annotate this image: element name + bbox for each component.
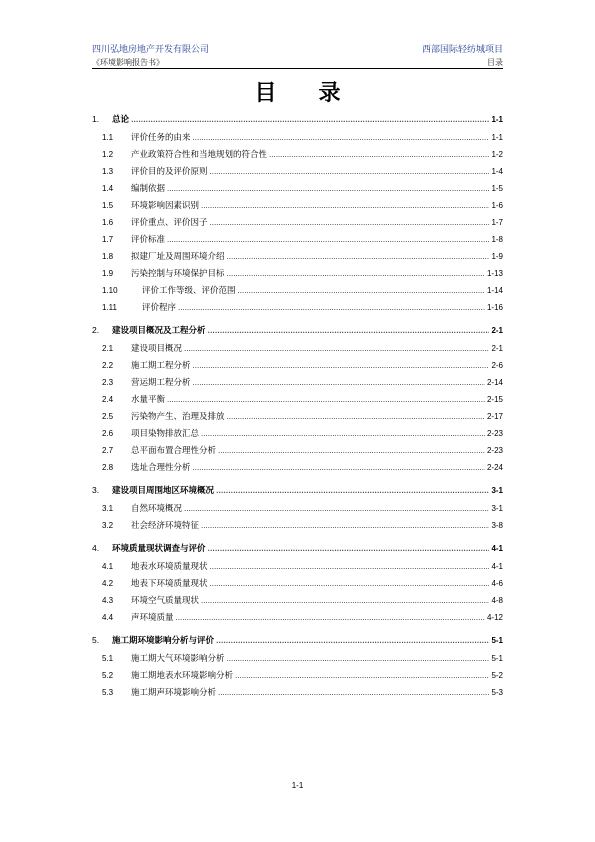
toc-chapter-entry[interactable] (92, 634, 503, 652)
toc-dot-leader (238, 286, 485, 296)
header-row-bottom (92, 57, 503, 68)
toc-entry-title: 产业政策符合性和当地规划的符合性 (131, 150, 268, 160)
toc-section-entry[interactable] (92, 410, 503, 427)
toc-chapter-entry[interactable] (92, 542, 503, 560)
toc-entry-page: 1-16 (486, 303, 503, 312)
header-section: 目录 (487, 58, 503, 67)
toc-entry-page: 2-23 (486, 446, 503, 455)
toc-dot-leader (184, 344, 489, 354)
toc-entry-number: 1.4 (102, 184, 114, 193)
header-project: 西部国际轻纺城项目 (421, 45, 503, 55)
toc-entry-title: 地表水环境质量现状 (131, 562, 208, 572)
toc-section-entry[interactable] (92, 216, 503, 233)
toc-dot-leader (178, 303, 485, 313)
page-header (92, 42, 503, 69)
toc-chapter-entry[interactable] (92, 484, 503, 502)
toc-entry-page: 1-4 (491, 167, 503, 176)
toc-entry-number: 5.2 (102, 671, 114, 680)
toc-dot-leader (216, 486, 489, 496)
toc-entry-title: 施工期声环境影响分析 (131, 688, 217, 698)
header-row-top (92, 42, 503, 55)
toc-entry-title: 评价程序 (142, 303, 177, 313)
toc-section-entry[interactable] (92, 148, 503, 165)
toc-entry-title: 选址合理性分析 (131, 463, 191, 473)
toc-entry-number: 1.11 (102, 303, 117, 312)
toc-entry-page: 2-24 (486, 463, 503, 472)
toc-entry-number: 1.7 (102, 235, 114, 244)
toc-section-entry[interactable] (92, 284, 503, 301)
toc-entry-page: 4-12 (486, 613, 503, 622)
toc-entry-page: 2-23 (486, 429, 503, 438)
toc-entry-page: 4-8 (491, 596, 503, 605)
toc-entry-page: 2-1 (491, 326, 503, 335)
toc-entry-number: 5.3 (102, 688, 114, 697)
toc-section-entry[interactable] (92, 502, 503, 519)
toc-section-entry[interactable] (92, 342, 503, 359)
toc-entry-page: 1-8 (491, 235, 503, 244)
toc-section-entry[interactable] (92, 359, 503, 376)
toc-entry-number: 3.1 (102, 504, 114, 513)
toc-entry-page: 4-1 (491, 544, 503, 553)
toc-entry-title: 地表下环境质量现状 (131, 579, 208, 589)
toc-entry-page: 1-5 (491, 184, 503, 193)
toc-entry-number: 4.3 (102, 596, 114, 605)
toc-chapter-entry[interactable] (92, 113, 503, 131)
page-number: 1-1 (291, 781, 304, 790)
toc-dot-leader (218, 688, 489, 698)
toc-entry-number: 1.1 (102, 133, 114, 142)
toc-dot-leader (269, 150, 489, 160)
toc-section-entry[interactable] (92, 594, 503, 611)
toc-entry-number: 1.8 (102, 252, 114, 261)
toc-entry-number: 3. (92, 485, 100, 495)
toc-dot-leader (218, 446, 485, 456)
toc-section-entry[interactable] (92, 376, 503, 393)
toc-entry-number: 1. (92, 114, 100, 124)
toc-entry-title: 建设项目周围地区环境概况 (112, 486, 215, 496)
toc-dot-leader (227, 412, 485, 422)
toc-section-entry[interactable] (92, 301, 503, 318)
toc-section-entry[interactable] (92, 182, 503, 199)
toc-dot-leader (227, 252, 490, 262)
toc-entry-number: 2.5 (102, 412, 114, 421)
toc-dot-leader (235, 671, 489, 681)
toc-entry-page: 4-1 (491, 562, 503, 571)
toc-entry-title: 声环境质量 (131, 613, 174, 623)
toc-entry-title: 评价工作等级、评价范围 (142, 286, 236, 296)
toc-entry-number: 4.2 (102, 579, 114, 588)
toc-section-entry[interactable] (92, 199, 503, 216)
toc-entry-title: 社会经济环境特征 (131, 521, 200, 531)
toc-dot-leader (210, 218, 490, 228)
toc-entry-number: 4. (92, 543, 100, 553)
toc-dot-leader (227, 654, 490, 664)
toc-dot-leader (193, 463, 485, 473)
toc-entry-page: 1-6 (491, 201, 503, 210)
toc-section-entry[interactable] (92, 250, 503, 267)
toc-section-entry[interactable] (92, 165, 503, 182)
toc-dot-leader (210, 579, 490, 589)
toc-dot-leader (201, 596, 489, 606)
toc-entry-title: 总平面布置合理性分析 (131, 446, 217, 456)
toc-entry-title: 水量平衡 (131, 395, 166, 405)
toc-entry-title: 施工期环境影响分析与评价 (112, 636, 215, 646)
toc-dot-leader (201, 521, 489, 531)
toc-entry-number: 5. (92, 635, 100, 645)
toc-section-entry[interactable] (92, 267, 503, 284)
toc-entry-title: 评价目的及评价原则 (131, 167, 208, 177)
toc-section-entry[interactable] (92, 652, 503, 669)
toc-entry-page: 1-1 (491, 133, 503, 142)
toc-entry-page: 3-1 (491, 486, 503, 495)
toc-entry-number: 3.2 (102, 521, 114, 530)
toc-dot-leader (210, 562, 490, 572)
toc-entry-page: 5-1 (491, 654, 503, 663)
toc-entry-page: 1-1 (491, 115, 503, 124)
toc-entry-title: 评价标准 (131, 235, 166, 245)
toc-entry-page: 2-6 (491, 361, 503, 370)
toc-dot-leader (216, 636, 489, 646)
toc-entry-title: 施工期地表水环境影响分析 (131, 671, 234, 681)
header-company: 四川弘地房地产开发有限公司 (92, 45, 210, 55)
toc-section-entry[interactable] (92, 611, 503, 628)
toc-chapter-entry[interactable] (92, 324, 503, 342)
toc-section-entry[interactable] (92, 461, 503, 478)
toc-entry-page: 3-1 (491, 504, 503, 513)
toc-entry-title: 施工期工程分析 (131, 361, 191, 371)
toc-entry-page: 1-2 (491, 150, 503, 159)
toc-dot-leader (176, 613, 485, 623)
toc-section-entry[interactable] (92, 393, 503, 410)
toc-dot-leader (167, 235, 489, 245)
toc-entry-page: 2-15 (486, 395, 503, 404)
toc-entry-title: 自然环境概况 (131, 504, 183, 514)
toc-entry-title: 建设项目概况及工程分析 (112, 326, 206, 336)
toc-dot-leader (131, 115, 489, 125)
toc-entry-number: 2.1 (102, 344, 114, 353)
toc-section-entry[interactable] (92, 519, 503, 536)
toc-entry-title: 施工期大气环境影响分析 (131, 654, 225, 664)
toc-entry-number: 4.1 (102, 562, 114, 571)
toc-dot-leader (208, 544, 490, 554)
toc-section-entry[interactable] (92, 686, 503, 703)
toc-entry-number: 4.4 (102, 613, 114, 622)
toc-dot-leader (201, 201, 489, 211)
toc-section-entry[interactable] (92, 233, 503, 250)
toc-section-entry[interactable] (92, 131, 503, 148)
toc-entry-number: 2.6 (102, 429, 114, 438)
toc-section-entry[interactable] (92, 560, 503, 577)
toc-dot-leader (208, 326, 490, 336)
toc-dot-leader (193, 378, 485, 388)
toc-entry-page: 1-9 (491, 252, 503, 261)
toc-entry-page: 3-8 (491, 521, 503, 530)
toc-entry-page: 1-13 (486, 269, 503, 278)
header-report: 《环境影响报告书》 (92, 58, 164, 67)
toc-entry-page: 4-6 (491, 579, 503, 588)
toc-section-entry[interactable] (92, 427, 503, 444)
toc-entry-page: 2-1 (491, 344, 503, 353)
toc-entry-page: 2-17 (486, 412, 503, 421)
toc-entry-number: 2. (92, 325, 100, 335)
toc-entry-number: 1.5 (102, 201, 114, 210)
toc-entry-title: 营运期工程分析 (131, 378, 191, 388)
toc-entry-page: 5-1 (491, 636, 503, 645)
toc-entry-title: 评价重点、评价因子 (131, 218, 208, 228)
toc-entry-title: 污染物产生、治理及排放 (131, 412, 225, 422)
toc-dot-leader (167, 184, 489, 194)
toc-entry-number: 1.2 (102, 150, 114, 159)
toc-section-entry[interactable] (92, 669, 503, 686)
toc-entry-title: 环境质量现状调查与评价 (112, 544, 206, 554)
toc-entry-title: 编制依据 (131, 184, 166, 194)
toc-dot-leader (193, 361, 490, 371)
toc-dot-leader (184, 504, 489, 514)
toc-entry-number: 2.2 (102, 361, 114, 370)
toc-entry-page: 1-14 (486, 286, 503, 295)
page-title: 目录 (254, 80, 383, 106)
toc-entry-number: 1.3 (102, 167, 114, 176)
toc-entry-title: 评价任务的由来 (131, 133, 191, 143)
toc-entry-page: 2-14 (486, 378, 503, 387)
toc-entry-title: 拟建厂址及周围环境介绍 (131, 252, 225, 262)
toc-dot-leader (167, 395, 485, 405)
toc-dot-leader (193, 133, 490, 143)
toc-entry-title: 环境影响因素识别 (131, 201, 200, 211)
toc-entry-number: 2.8 (102, 463, 114, 472)
toc-section-entry[interactable] (92, 444, 503, 461)
toc-entry-number: 2.4 (102, 395, 114, 404)
table-of-contents (92, 113, 503, 703)
toc-entry-number: 2.3 (102, 378, 114, 387)
toc-entry-page: 5-2 (491, 671, 503, 680)
toc-entry-number: 1.10 (102, 286, 118, 295)
toc-entry-number: 2.7 (102, 446, 114, 455)
toc-entry-number: 1.6 (102, 218, 114, 227)
toc-entry-title: 环境空气质量现状 (131, 596, 200, 606)
toc-dot-leader (227, 269, 485, 279)
toc-entry-page: 1-7 (491, 218, 503, 227)
toc-entry-title: 污染控制与环境保护目标 (131, 269, 225, 279)
toc-dot-leader (201, 429, 485, 439)
toc-entry-title: 项目染物排放汇总 (131, 429, 200, 439)
toc-entry-number: 1.9 (102, 269, 114, 278)
toc-dot-leader (210, 167, 490, 177)
toc-entry-title: 建设项目概况 (131, 344, 183, 354)
toc-entry-number: 5.1 (102, 654, 114, 663)
toc-entry-page: 5-3 (491, 688, 503, 697)
toc-section-entry[interactable] (92, 577, 503, 594)
toc-entry-title: 总论 (112, 115, 130, 125)
